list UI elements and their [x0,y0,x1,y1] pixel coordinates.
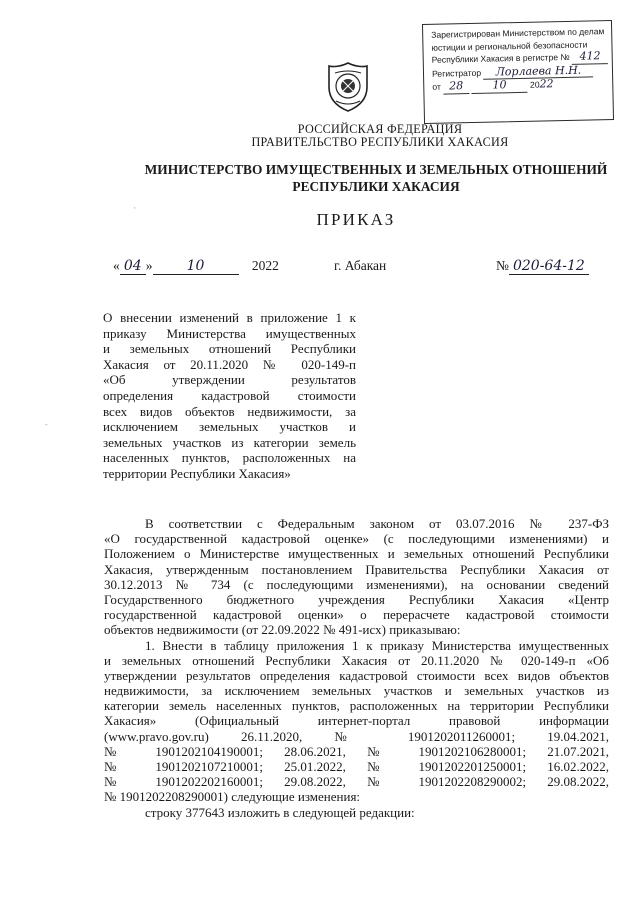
subject-line: определения кадастровой стоимости [103,387,356,403]
stamp-line-3: Республики Хакасия в регистре № 412 [432,50,608,67]
body-line: недвижимости, за исключением земельных участков и земельных участков из [104,683,609,699]
registration-stamp [422,20,614,124]
body-line: строку 377643 изложить в следующей редакции: [145,804,415,820]
subject-line: О внесении изменений в приложение 1 к [103,310,356,325]
body-line: категории земель населенных пунктов, расположенных на территории Республики [104,698,609,714]
stamp-month: 10 [471,79,527,94]
stamp-date-line: от 28 10 2022 [432,77,554,93]
body-line: Государственного бюджетного учреждения Республики Хакасия «Центр [104,591,609,607]
order-body [104,516,609,820]
order-number-value: 020-64-12 [509,258,589,275]
body-line: объектов недвижимости (от 22.09.2022 № 491-исх) приказываю: [104,622,461,638]
body-line: Хакасия» (Официальный интернет-портал правовой информации [104,713,609,729]
stamp-line-1: Зарегистрирован Министерством по делам [431,26,605,40]
body-line: Положением о Министерстве имущественных и земельных отношений Республики [104,546,609,562]
stamp-year: 22 [539,77,554,91]
body-line: В соответствии с Федеральным законом от 03.07.2016 № 237-ФЗ [145,516,609,531]
body-line: № 1901202202160001; 29.08.2022, № 1901202208290002; 29.08.2022, [104,774,609,790]
body-line: № 1901202104190001; 28.06.2021, № 1901202106280001; 21.07.2021, [104,743,609,759]
country-heading: РОССИЙСКАЯ ФЕДЕРАЦИЯ [297,122,463,136]
body-line: утверждении результатов определения кадастровой стоимости всех видов объектов [104,667,609,683]
government-heading: ПРАВИТЕЛЬСТВО РЕСПУБЛИКИ ХАКАСИЯ [251,135,509,149]
subject-line: населенных пунктов, расположенных на [103,450,356,466]
stamp-reg-number: 412 [572,50,608,64]
subject-line: всех видов объектов недвижимости, за [103,403,356,419]
order-day: 04 [120,258,146,275]
order-year: 2022 [251,258,279,273]
coat-of-arms-emblem [327,61,369,113]
body-line: № 1901202208290001) следующие изменения: [104,789,361,805]
document-type-title: ПРИКАЗ [316,210,396,229]
order-date: « 04 » 10 2022 [113,258,279,274]
body-line: и земельных отношений Республики Хакасия от 20.11.2020 № 020-149-п «Об [104,652,609,668]
subject-line: исключением земельных участков и [103,419,356,435]
stamp-line-2: юстиции и региональной безопасности [431,39,588,53]
body-line: (www.pravo.gov.ru) 26.11.2020, № 1901202011260001; 19.04.2021, [104,728,609,744]
body-line: «О государственной кадастровой оценке» (с последующими изменениями) и [104,531,609,547]
subject-line: территории Республики Хакасия» [103,465,291,481]
subject-line: и земельных отношений Республики [103,341,356,357]
subject-line: приказу Министерства имущественных [103,325,356,341]
body-line: Хакасия, утвержденным постановлением Правительства Республики Хакасия от [104,561,609,577]
stamp-day: 28 [443,80,469,94]
stamp-registrar-line: Регистратор Лорлаева Н.Н. [432,64,608,81]
body-line: государственной кадастровой оценки» о перерасчете кадастровой стоимости [104,607,609,623]
subject-line: «Об утверждении результатов [103,372,356,388]
body-line: № 1901202107210001; 25.01.2022, № 1901202201250001; 16.02.2022, [104,759,609,774]
scan-mark: ' [134,206,136,215]
order-number: № 020-64-12 [496,258,589,278]
body-line: 30.12.2013 № 734 (с последующими изменениями), на основании сведений [104,576,609,592]
order-subject [103,310,356,482]
subject-line: Хакасия от 20.11.2020 № 020-149-п [103,356,356,372]
subject-line: земельных участков из категории земель [103,434,356,450]
scan-mark: - [45,420,48,429]
order-month: 10 [153,258,239,275]
body-line: 1. Внести в таблицу приложения 1 к приказу Министерства имущественных [145,637,609,653]
registrar-signature: Лорлаева Н.Н. [483,64,593,80]
ministry-heading: МИНИСТЕРСТВО ИМУЩЕСТВЕННЫХ И ЗЕМЕЛЬНЫХ ОТНОШЕНИЙ РЕСПУБЛИКИ ХАКАСИЯ [144,162,608,194]
order-city: г. Абакан [334,258,387,273]
